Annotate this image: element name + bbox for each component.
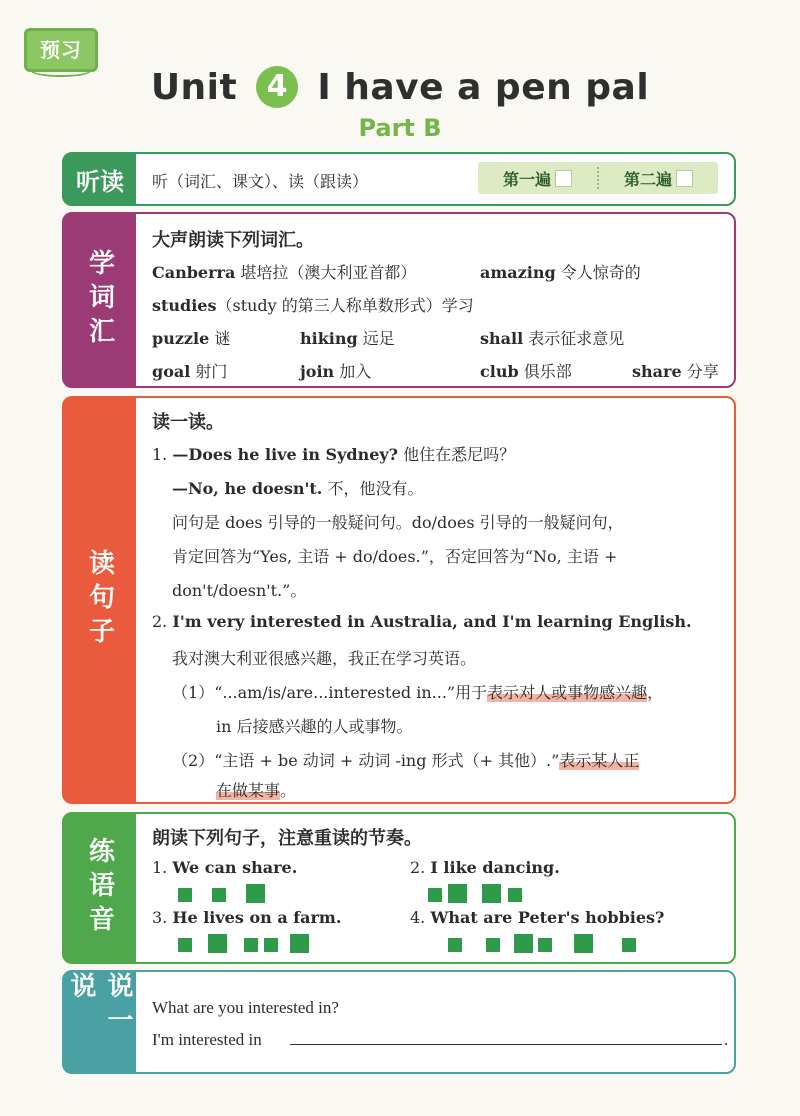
vocab-instruction: 大声朗读下列词汇。 — [152, 230, 314, 251]
vocab-item: amazing 令人惊奇的 — [480, 263, 641, 282]
note-1-line1: （1）“...am/is/are...interested in...”用于表示对人或事物感兴趣， — [172, 683, 664, 702]
unit-title — [0, 66, 800, 108]
first-pass — [478, 167, 597, 190]
pronunciation-instruction: 朗读下列句子，注意重读的节奏。 — [152, 828, 422, 849]
sentence-1-note-line3: don't/doesn't.”。 — [172, 581, 307, 600]
weak-beat-mark — [508, 888, 522, 902]
unit-word: Unit — [150, 67, 238, 108]
vocab-item: goal 射门 — [152, 362, 228, 381]
note-1-line2: in 后接感兴趣的人或事物。 — [216, 717, 413, 736]
sentences-instruction: 读一读。 — [152, 412, 224, 433]
first-pass-label: 第一遍 — [502, 169, 551, 189]
stress-mark — [482, 884, 501, 903]
sentence-1-note-line1: 问句是 does 引导的一般疑问句。do/does 引导的一般疑问句， — [172, 513, 624, 532]
speak-question: What are you interested in? — [152, 998, 339, 1017]
sentence-1-answer: —No, he doesn't. 不，他没有。 — [172, 479, 424, 498]
answer-blank-line[interactable] — [290, 1030, 722, 1045]
vocab-item: puzzle 谜 — [152, 329, 231, 348]
vocab-item: Canberra 堪培拉（澳大利亚首都） — [152, 263, 417, 282]
listen-read-section — [62, 152, 736, 206]
sentence-1-question: 1. —Does he live in Sydney? 他住在悉尼吗？ — [152, 445, 516, 464]
speak-section — [62, 970, 736, 1074]
stress-mark — [574, 934, 593, 953]
sentences-tab: 读句子 — [64, 398, 136, 802]
note-2-line2: 在做某事。 — [216, 781, 297, 800]
second-pass-label: 第二遍 — [623, 169, 672, 189]
listen-read-tab: 听读 — [64, 154, 136, 204]
vocab-item: hiking 远足 — [300, 329, 395, 348]
pron-item-3: 3. He lives on a farm. — [152, 908, 342, 927]
unit-number-circle: 4 — [256, 66, 298, 108]
highlight: 在做某事 — [216, 781, 281, 800]
sentence-2: 2. I'm very interested in Australia, and I'm learning English. — [152, 612, 692, 631]
weak-beat-mark — [212, 888, 226, 902]
vocab-item: share 分享 — [632, 362, 719, 381]
pronunciation-section — [62, 812, 736, 964]
listen-read-text: 听（词汇、课文）、读（跟读） — [152, 172, 369, 191]
sentences-section — [62, 396, 736, 804]
weak-beat-mark — [178, 938, 192, 952]
speak-answer-end: . — [724, 1030, 729, 1049]
first-pass-checkbox[interactable] — [555, 170, 572, 187]
highlight: 表示某人正 — [559, 751, 640, 770]
vocab-item: join 加入 — [300, 362, 372, 381]
pronunciation-tab: 练语音 — [64, 814, 136, 962]
preview-badge: 预习 — [24, 28, 98, 72]
weak-beat-mark — [622, 938, 636, 952]
sentence-2-translation: 我对澳大利亚很感兴趣，我正在学习英语。 — [172, 649, 477, 668]
part-subtitle: Part B — [358, 114, 442, 142]
note-2-line1: （2）“主语 + be 动词 + 动词 -ing 形式（+ 其他）.”表示某人正 — [172, 751, 640, 770]
unit-title-text: I have a pen pal — [317, 67, 650, 108]
vocab-item: club 俱乐部 — [480, 362, 572, 381]
speak-answer-prefix: I'm interested in — [152, 1030, 262, 1049]
vocab-item: shall 表示征求意见 — [480, 329, 625, 348]
second-pass — [599, 167, 718, 190]
weak-beat-mark — [264, 938, 278, 952]
pron-item-4: 4. What are Peter's hobbies? — [410, 908, 665, 927]
vocab-item: studies（study 的第三人称单数形式）学习 — [152, 296, 474, 315]
weak-beat-mark — [178, 888, 192, 902]
highlight: 表示对人或事物感兴趣 — [487, 683, 648, 702]
stress-mark — [448, 884, 467, 903]
weak-beat-mark — [244, 938, 258, 952]
weak-beat-mark — [428, 888, 442, 902]
stress-mark — [208, 934, 227, 953]
vocab-section — [62, 212, 736, 388]
pass-checklist — [478, 162, 718, 194]
speak-tab: 说一说 — [64, 972, 136, 1072]
sentence-1-note-line2: 肯定回答为“Yes, 主语 + do/does.”，否定回答为“No, 主语 + — [172, 547, 618, 566]
pron-item-1: 1. We can share. — [152, 858, 298, 877]
second-pass-checkbox[interactable] — [676, 170, 693, 187]
vocab-tab: 学词汇 — [64, 214, 136, 386]
weak-beat-mark — [486, 938, 500, 952]
stress-mark — [246, 884, 265, 903]
pron-item-2: 2. I like dancing. — [410, 858, 560, 877]
weak-beat-mark — [538, 938, 552, 952]
stress-mark — [514, 934, 533, 953]
stress-mark — [290, 934, 309, 953]
weak-beat-mark — [448, 938, 462, 952]
